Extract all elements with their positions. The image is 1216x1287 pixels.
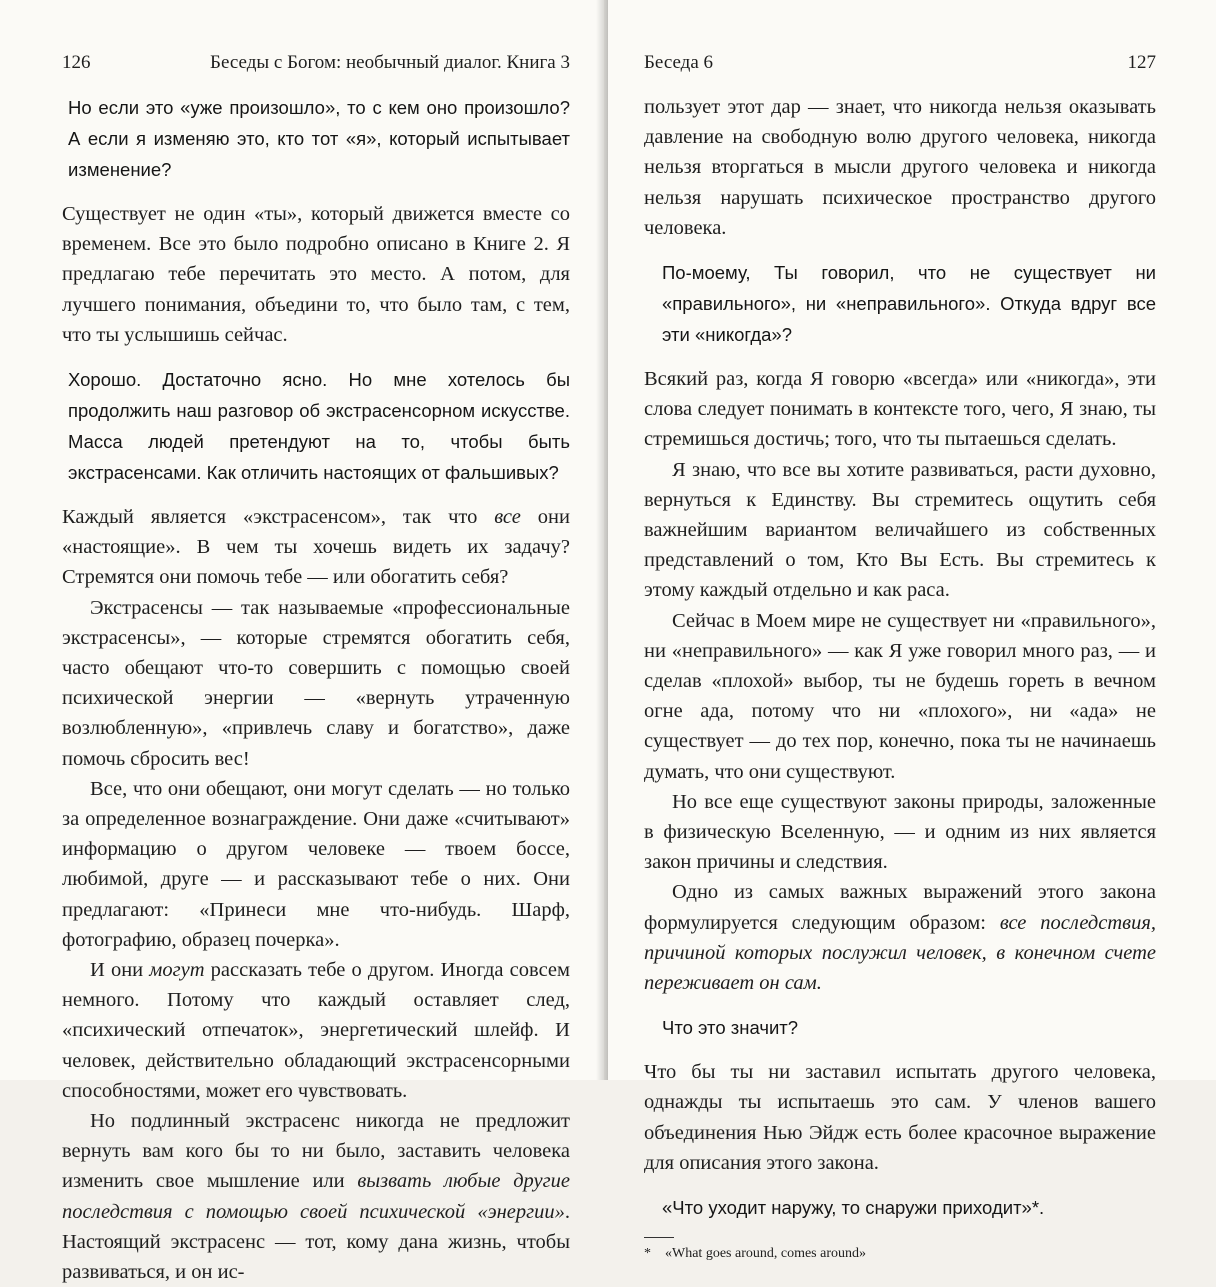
left-page [0, 0, 604, 1284]
footnote-marker: * [644, 1246, 651, 1262]
page-number: 126 [62, 52, 91, 73]
body-paragraph: Но все еще существуют законы природы, заложенные в физическую Вселенную, — и одним из них является закон причины и следствия. [644, 790, 1156, 874]
answer-paragraph: Что бы ты ни заставил испытать другого человека, однажды ты испытаешь это сам. У членов вашего объединения Нью Эйдж есть более красочное выражение для описания этого закона. [644, 1061, 1156, 1174]
footnote [644, 1244, 1156, 1264]
left-page-header [62, 52, 570, 88]
footnote-text: «What goes around, comes around» [665, 1246, 866, 1262]
body-paragraph: И они могут рассказать тебе о другом. Иногда совсем немного. Потому что каждый оставляет след, «психический отпечаток», энергетический шлейф. И человек, действительно обладающий экстрасенсорными способностями, может его чувствовать. [62, 959, 570, 1102]
emphasis: вызвать любые другие последствия с помощью своей психической «энергии» [62, 1170, 570, 1223]
footnote-divider [644, 1237, 674, 1238]
question-paragraph: Но если это «уже произошло», то с кем оно произошло? А если я изменяю это, кто тот «я», который испытывает изменение? [68, 97, 570, 180]
emphasis: все [494, 506, 521, 529]
running-title: Беседа 6 [644, 52, 714, 73]
body-paragraph: Я знаю, что все вы хотите развиваться, расти духовно, вернуться к Единству. Вы стремитесь ощутить себя важнейшим вариантом величайшего из собственных представлений о том, Кто Вы Есть. Вы стремитесь к этому каждый отдельно и как раса. [644, 458, 1156, 602]
body-paragraph: Сейчас в Моем мире не существует ни «правильного», ни «неправильного» — как Я уже говорил много раз, — и сделав «плохой» выбор, ты не будешь гореть в вечном огне ада, потому что ни «плохого», ни «ада» не существует — до тех пор, конечно, пока ты не начинаешь думать, что они существуют. [644, 609, 1156, 783]
emphasis: все последствия, причиной которых послужил человек, в конечном счете переживает он сам. [644, 911, 1156, 995]
answer-paragraph: Каждый является «экстрасенсом», так что все они «настоящие». В чем ты хочешь видеть их задачу? Стремятся они помочь тебе — или обогатить себя? [62, 506, 570, 589]
answer-paragraph: пользует этот дар — знает, что никогда нельзя оказывать давление на свободную волю другого человека, никогда нельзя вторгаться в мысли другого человека и никогда нельзя нарушать психическое пространство другого человека. [644, 96, 1156, 239]
body-paragraph: Одно из самых важных выражений этого закона формулируется следующим образом: все последствия, причиной которых послужил человек, в конечном счете переживает он сам. [644, 881, 1156, 995]
question-paragraph: «Что уходит наружу, то снаружи приходит»*. [662, 1197, 1045, 1219]
body-paragraph: Но подлинный экстрасенс никогда не предложит вернуть вам кого бы то ни было, заставить человека изменить свое мышление или вызвать любые другие последствия с помощью своей психической «энергии». Настоящий экстрасенс — тот, кому дана жизнь, чтобы развиваться, и он ис- [62, 1110, 570, 1284]
running-title: Беседы с Богом: необычный диалог. Книга 3 [210, 52, 570, 73]
answer-paragraph: Всякий раз, когда Я говорю «всегда» или «никогда», эти слова следует понимать в контексте того, чего, Я знаю, ты стремишься достичь; того, что ты пытаешься сделать. [644, 368, 1156, 451]
question-paragraph: Хорошо. Достаточно ясно. Но мне хотелось бы продолжить наш разговор об экстрасенсорном искусстве. Масса людей претендуют на то, чтобы быть экстрасенсами. Как отличить настоящих от фальшивых? [68, 369, 570, 484]
body-paragraph: Экстрасенсы — так называемые «профессиональные экстрасенсы», — которые стремятся обогатить себя, часто обещают что-то совершить с помощью своей психической энергии — «вернуть утраченную возлюбленную», «привлечь славу и богатство», даже помочь сбросить вес! [62, 596, 570, 770]
question-paragraph: По-моему, Ты говорил, что не существует ни «правильного», ни «неправильного». Откуда вдруг все эти «никогда»? [662, 262, 1156, 346]
right-page-header [644, 52, 1156, 88]
right-page [608, 0, 1216, 1262]
emphasis: могут [149, 959, 205, 982]
answer-paragraph: Существует не один «ты», который движется вместе со временем. Все это было подробно описано в Книге 2. Я предлагаю тебе перечитать это место. А потом, для лучшего понимания, объедини то, что было там, с тем, что ты услышишь сейчас. [62, 203, 570, 346]
question-paragraph: Что это значит? [662, 1017, 799, 1039]
page-number: 127 [1127, 52, 1156, 73]
body-paragraph: Все, что они обещают, они могут сделать — но только за определенное вознаграждение. Они даже «считывают» информацию о другом человеке — твоем боссе, любимой, друге — и рассказывают тебе о них. Они предлагают: «Принеси мне что-нибудь. Шарф, фотографию, образец почерка». [62, 777, 570, 951]
